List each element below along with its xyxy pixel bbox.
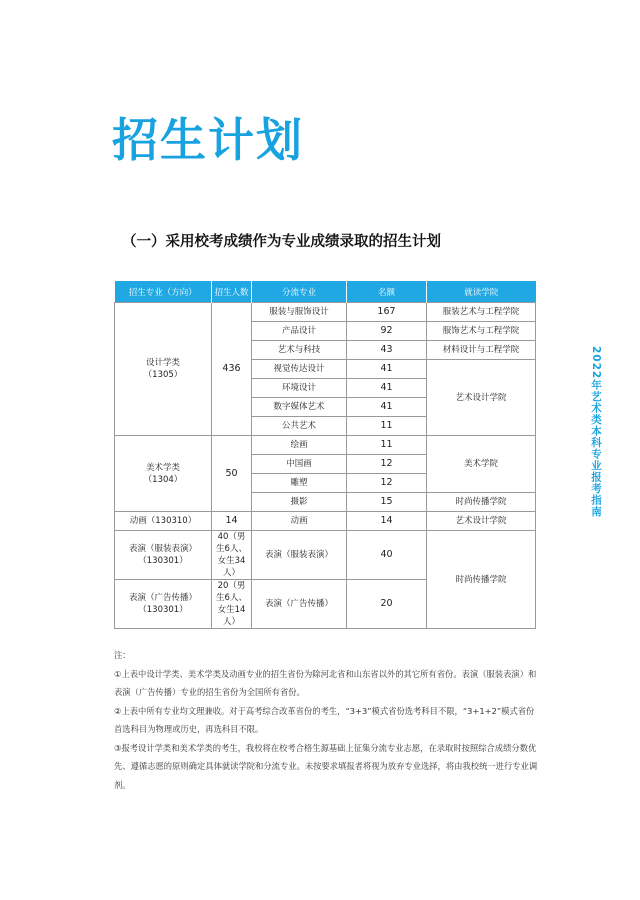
specialty-cell: 绘画: [252, 436, 347, 455]
quota-cell: 41: [347, 360, 427, 379]
note-item: ①上表中设计学类、美术学类及动画专业的招生省份为除河北省和山东省以外的其它所有省份。表演（服装表演）和表演（广告传播）专业的招生省份为全国所有省份。: [114, 668, 537, 697]
table-row: [115, 436, 536, 455]
notes-label: 注：: [114, 650, 131, 660]
specialty-cell: 表演（广告传播）: [252, 580, 347, 629]
header-college: 就读学院: [427, 281, 536, 303]
quota-cell: 41: [347, 398, 427, 417]
count-cell: 40（男生6人、女生34人）: [212, 531, 252, 580]
quota-cell: 41: [347, 379, 427, 398]
note-item: ③报考设计学类和美术学类的考生，我校将在校考合格生源基础上征集分流专业志愿，在录取时按照综合成绩分数优先、遵循志愿的原则确定具体就读学院和分流专业。未按要求填报者将视为放弃专业选择，将由我校统一进行专业调剂。: [114, 742, 538, 790]
college-cell: 艺术设计学院: [427, 512, 536, 531]
quota-cell: 92: [347, 322, 427, 341]
specialty-cell: 数字媒体艺术: [252, 398, 347, 417]
specialty-cell: 视觉传达设计: [252, 360, 347, 379]
enrollment-plan-table: [114, 281, 536, 629]
college-cell: 服饰艺术与工程学院: [427, 322, 536, 341]
specialty-cell: 中国画: [252, 455, 347, 474]
table-row: [115, 303, 536, 322]
major-cell: 设计学类 （1305）: [115, 303, 212, 436]
header-specialty: 分流专业: [252, 281, 347, 303]
major-cell: 表演（服装表演） （130301）: [115, 531, 212, 580]
college-cell: 服装艺术与工程学院: [427, 303, 536, 322]
specialty-cell: 环境设计: [252, 379, 347, 398]
section-title: （一）采用校考成绩作为专业成绩录取的招生计划: [122, 234, 441, 250]
count-cell: 20（男生6人、女生14人）: [212, 580, 252, 629]
specialty-cell: 雕塑: [252, 474, 347, 493]
quota-cell: 12: [347, 455, 427, 474]
page-title: 招生计划: [112, 113, 304, 167]
specialty-cell: 产品设计: [252, 322, 347, 341]
quota-cell: 15: [347, 493, 427, 512]
count-cell: 436: [212, 303, 252, 436]
specialty-cell: 服装与服饰设计: [252, 303, 347, 322]
major-cell: 美术学类 （1304）: [115, 436, 212, 512]
note-item: ②上表中所有专业均文理兼收。对于高考综合改革省份的考生，“3+3”模式省份选考科目不限，“3+1+2”模式省份首选科目为物理或历史，再选科目不限。: [114, 705, 535, 734]
specialty-cell: 公共艺术: [252, 417, 347, 436]
quota-cell: 11: [347, 417, 427, 436]
specialty-cell: 动画: [252, 512, 347, 531]
quota-cell: 11: [347, 436, 427, 455]
table-row: [115, 531, 536, 580]
specialty-cell: 摄影: [252, 493, 347, 512]
quota-cell: 20: [347, 580, 427, 629]
specialty-cell: 表演（服装表演）: [252, 531, 347, 580]
college-cell: 时尚传播学院: [427, 531, 536, 629]
college-cell: 美术学院: [427, 436, 536, 493]
side-guide-title: 2022年艺术类本科专业报考指南: [590, 346, 602, 518]
major-cell: 动画（130310）: [115, 512, 212, 531]
notes-section: [114, 646, 538, 794]
specialty-cell: 艺术与科技: [252, 341, 347, 360]
quota-cell: 40: [347, 531, 427, 580]
college-cell: 艺术设计学院: [427, 360, 536, 436]
major-cell: 表演（广告传播） （130301）: [115, 580, 212, 629]
table-header-row: [115, 281, 536, 303]
header-quota: 名额: [347, 281, 427, 303]
header-count: 招生人数: [212, 281, 252, 303]
quota-cell: 43: [347, 341, 427, 360]
quota-cell: 14: [347, 512, 427, 531]
header-major: 招生专业（方向）: [115, 281, 212, 303]
college-cell: 材料设计与工程学院: [427, 341, 536, 360]
quota-cell: 167: [347, 303, 427, 322]
quota-cell: 12: [347, 474, 427, 493]
college-cell: 时尚传播学院: [427, 493, 536, 512]
count-cell: 50: [212, 436, 252, 512]
count-cell: 14: [212, 512, 252, 531]
table-row: [115, 512, 536, 531]
